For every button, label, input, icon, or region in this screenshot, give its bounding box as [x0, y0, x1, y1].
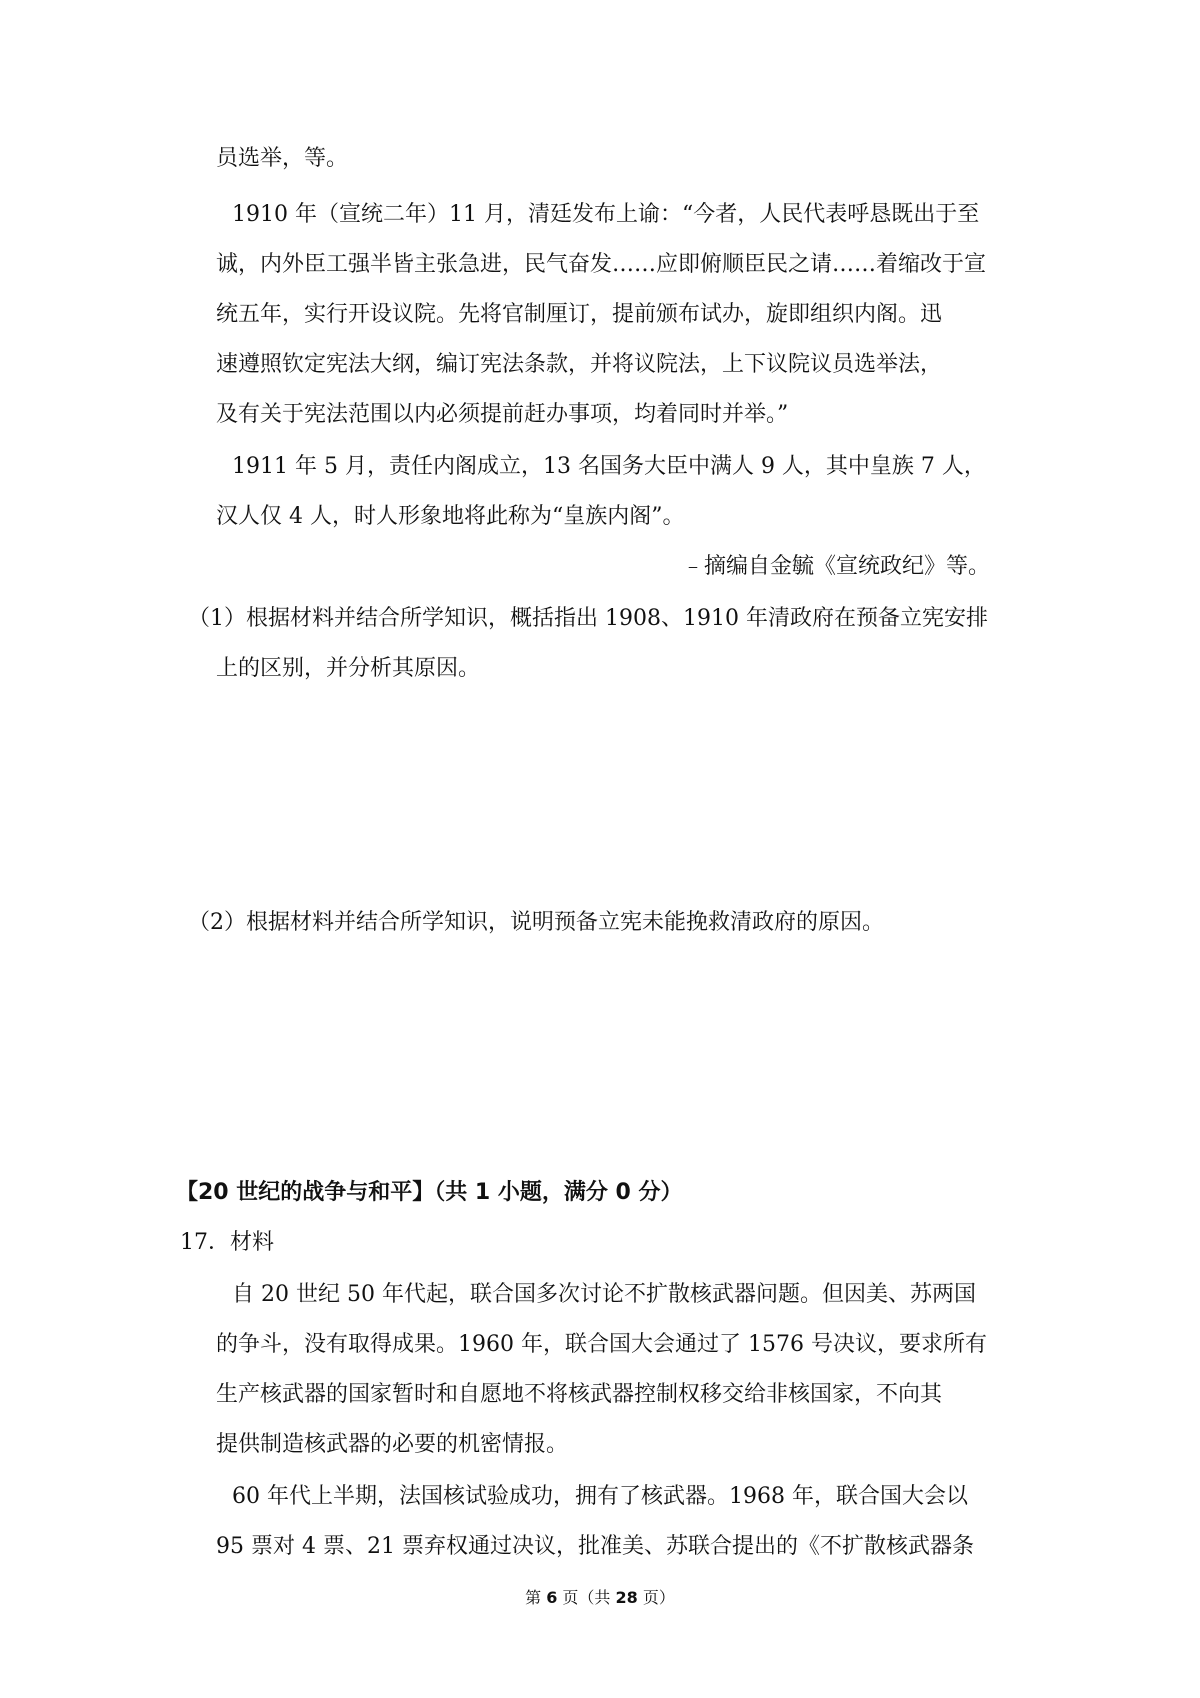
footer-middle: 页（共 [562, 1588, 611, 1607]
footer-suffix: 页） [642, 1588, 675, 1607]
text-line: 1911 年 5 月，责任内阁成立，13 名国务大臣中满人 9 人，其中皇族 7 人， [232, 454, 986, 479]
text-line: 提供制造核武器的必要的机密情报。 [216, 1432, 569, 1457]
question-number: 17．材料 [180, 1230, 274, 1255]
text-line: 上的区别，并分析其原因。 [216, 656, 481, 681]
text-line: 及有关于宪法范围以内必须提前赶办事项，均着同时并举。” [216, 402, 789, 427]
section-heading: 【20 世纪的战争与和平】（共 1 小题，满分 0 分） [176, 1180, 683, 1205]
text-line: 汉人仅 4 人，时人形象地将此称为“皇族内阁”。 [216, 504, 685, 529]
footer-prefix: 第 [525, 1588, 542, 1607]
text-line: 60 年代上半期，法国核试验成功，拥有了核武器。1968 年，联合国大会以 [232, 1484, 968, 1509]
text-line: 统五年，实行开设议院。先将官制厘订，提前颁布试办，旋即组织内阁。迅 [216, 302, 943, 327]
text-line: 速遵照钦定宪法大纲，编订宪法条款，并将议院法，上下议院议员选举法， [216, 352, 943, 377]
text-line: 自 20 世纪 50 年代起，联合国多次讨论不扩散核武器问题。但因美、苏两国 [232, 1282, 976, 1307]
text-line: 1910 年（宣统二年）11 月，清廷发布上谕：“今者，人民代表呼恳既出于至 [232, 202, 980, 227]
text-line: 诚，内外臣工强半皆主张急进，民气奋发……应即俯顺臣民之请……着缩改于宣 [216, 252, 987, 277]
question-1: （1）根据材料并结合所学知识，概括指出 1908、1910 年清政府在预备立宪安排 [188, 606, 988, 631]
text-line: 生产核武器的国家暂时和自愿地不将核武器控制权移交给非核国家，不向其 [216, 1382, 943, 1407]
page-footer [0, 1588, 1200, 1608]
footer-page-number: 6 [546, 1588, 558, 1607]
footer-total-pages: 28 [615, 1588, 638, 1607]
text-line: 的争斗，没有取得成果。1960 年，联合国大会通过了 1576 号决议，要求所有 [216, 1332, 987, 1357]
text-line: 员选举，等。 [216, 146, 349, 171]
question-2: （2）根据材料并结合所学知识，说明预备立宪未能挽救清政府的原因。 [188, 910, 884, 935]
text-line: 95 票对 4 票、21 票弃权通过决议，批准美、苏联合提出的《不扩散核武器条 [216, 1534, 974, 1559]
source-citation: ﹣摘编自金毓《宣统政纪》等。 [681, 554, 990, 579]
